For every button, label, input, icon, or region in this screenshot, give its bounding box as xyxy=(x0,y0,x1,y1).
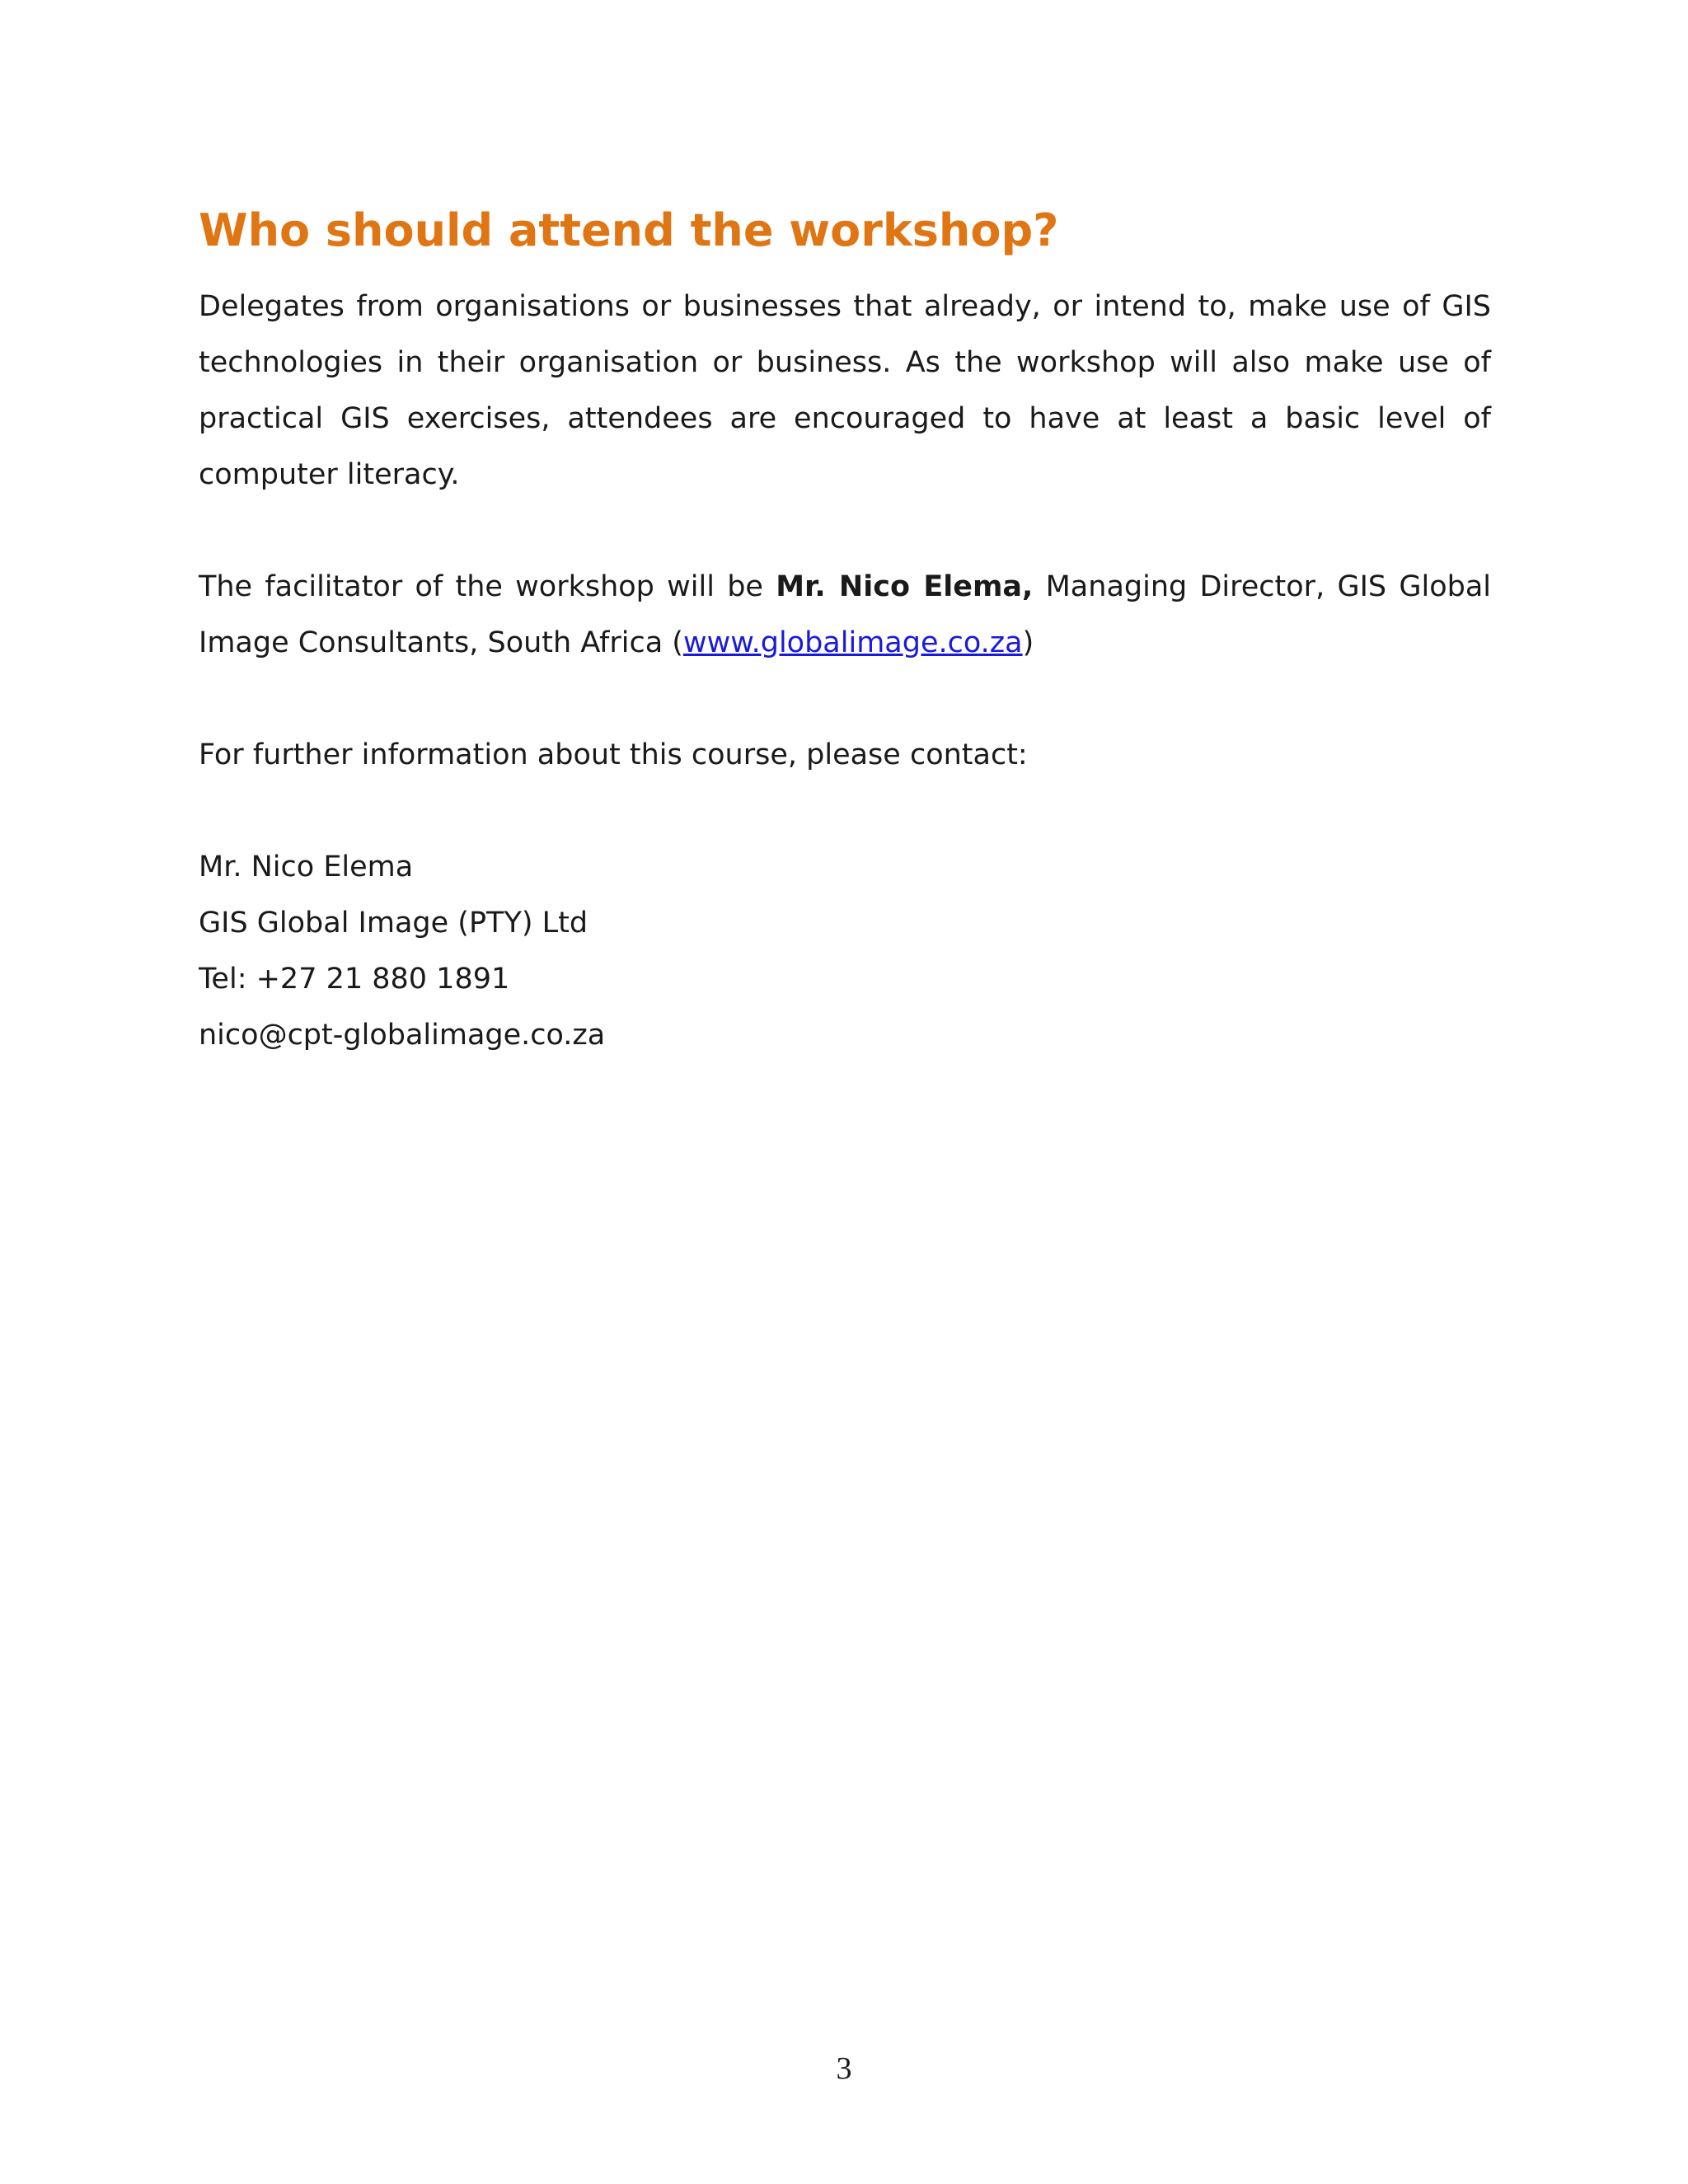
section-heading: Who should attend the workshop? xyxy=(199,204,1059,256)
page-content xyxy=(199,198,1491,1063)
contact-intro: For further information about this course, please contact: xyxy=(199,738,1028,771)
paragraph-spacer xyxy=(199,783,1491,839)
contact-block xyxy=(199,839,1491,1063)
facilitator-name: Mr. Nico Elema, xyxy=(776,570,1034,603)
website-link[interactable]: www.globalimage.co.za xyxy=(682,626,1023,659)
facilitator-prefix: The facilitator of the workshop will be xyxy=(199,570,776,603)
paragraph-spacer xyxy=(199,503,1491,559)
facilitator-suffix: ) xyxy=(1022,626,1034,659)
page-number: 3 xyxy=(836,2051,852,2086)
facilitator-paragraph xyxy=(199,559,1491,671)
contact-company: GIS Global Image (PTY) Ltd xyxy=(199,907,588,940)
contact-phone: Tel: +27 21 880 1891 xyxy=(199,963,510,996)
facilitator-details: Managing Director, GIS Global Image Consultants, South Africa ( xyxy=(199,570,1492,659)
contact-email: nico@cpt-globalimage.co.za xyxy=(199,1019,606,1052)
attendees-paragraph: Delegates from organisations or businesses that already, or intend to, make use of GIS technologies in their organisation or business. As the workshop will also make use of practical GIS exercises, attendees are encouraged to have at least a basic level of computer literacy. xyxy=(199,290,1491,491)
paragraph-spacer xyxy=(199,671,1491,727)
contact-name: Mr. Nico Elema xyxy=(199,851,414,883)
